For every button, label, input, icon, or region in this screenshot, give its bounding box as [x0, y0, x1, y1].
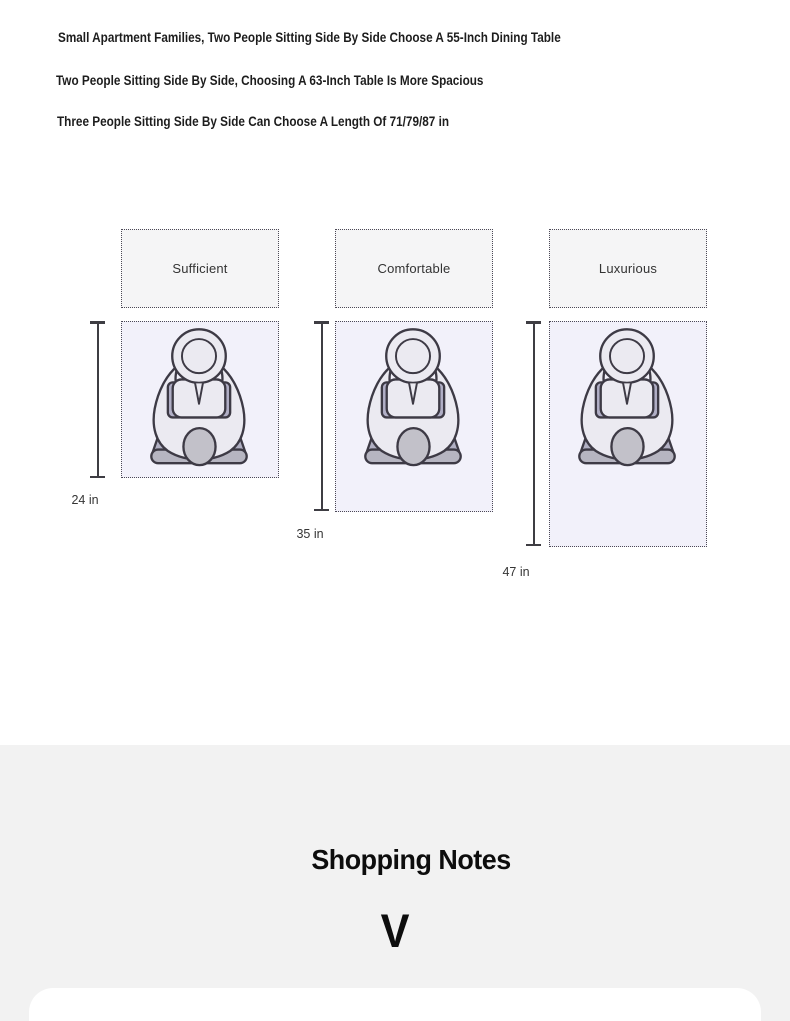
dimension-stem: [533, 324, 535, 544]
headline-55-inch: Small Apartment Families, Two People Sitting Side By Side Choose A 55-Inch Dining Table: [58, 30, 561, 45]
dimension-value: 24 in: [71, 493, 99, 507]
option-label: Luxurious: [598, 261, 658, 276]
notes-card: [29, 988, 761, 1021]
option-label-box-comfortable: [335, 229, 493, 308]
shopping-notes-section: [0, 745, 790, 1021]
dimension-line: [526, 321, 541, 546]
dimension-line: [314, 321, 329, 511]
option-label: Comfortable: [377, 261, 451, 276]
chevron-down-icon: V: [380, 904, 410, 957]
dimension-value: 47 in: [502, 565, 530, 579]
option-label-box-luxurious: [549, 229, 707, 308]
headline-63-inch: Two People Sitting Side By Side, Choosing A 63-Inch Table Is More Spacious: [56, 73, 484, 88]
shopping-notes-title: Shopping Notes: [311, 844, 511, 875]
depth-illustration-luxurious: [549, 321, 707, 547]
depth-illustration-sufficient: [121, 321, 279, 478]
headline-71-79-87-inch: Three People Sitting Side By Side Can Choose A Length Of 71/79/87 in: [57, 114, 450, 129]
dimension-cap-bottom: [90, 476, 105, 479]
dimension-cap-bottom: [526, 544, 541, 547]
depth-illustration-comfortable: [335, 321, 493, 512]
person-dining-top-view-icon: [550, 323, 704, 469]
option-label-box-sufficient: [121, 229, 279, 308]
dimension-cap-bottom: [314, 509, 329, 512]
person-dining-top-view-icon: [336, 323, 490, 469]
option-label: Sufficient: [172, 261, 228, 276]
person-dining-top-view-icon: [122, 323, 276, 469]
dimension-line: [90, 321, 105, 478]
dimension-value: 35 in: [296, 527, 324, 541]
dimension-stem: [321, 324, 323, 509]
dimension-stem: [97, 324, 99, 476]
